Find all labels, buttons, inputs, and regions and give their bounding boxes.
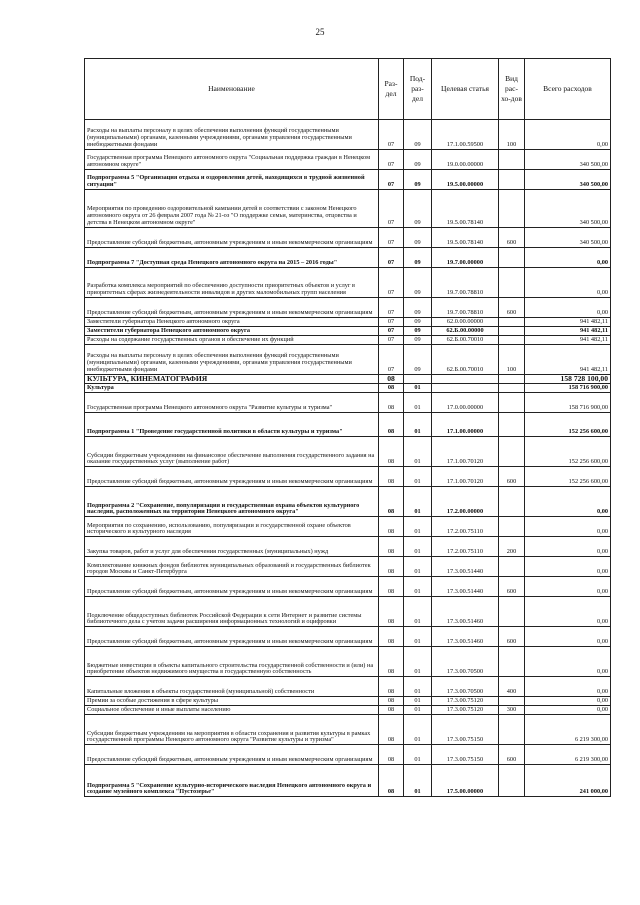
cell-section: 07	[379, 248, 404, 268]
cell-subsection: 01	[404, 384, 432, 393]
cell-subsection: 09	[404, 336, 432, 345]
cell-total: 340 500,00	[525, 228, 611, 248]
cell-section: 08	[379, 537, 404, 557]
cell-total: 152 256 600,00	[525, 437, 611, 467]
cell-total: 941 482,11	[525, 336, 611, 345]
cell-target: 17.1.00.70120	[432, 437, 499, 467]
cell-section: 08	[379, 487, 404, 517]
table-row	[85, 120, 611, 150]
cell-subsection: 01	[404, 413, 432, 437]
cell-name: Капитальные вложения в объекты государственной (муниципальной) собственности	[85, 677, 379, 697]
cell-subsection: 01	[404, 647, 432, 677]
cell-section: 07	[379, 228, 404, 248]
cell-name: Государственная программа Ненецкого автономного округа "Социальная поддержка граждан в Ненецком автономном округе"	[85, 150, 379, 170]
cell-name: Предоставление субсидий бюджетным, автономным учреждениям и иным некоммерческим организациям	[85, 577, 379, 597]
table-row	[85, 327, 611, 336]
cell-section: 08	[379, 467, 404, 487]
cell-target: 17.1.00.59500	[432, 120, 499, 150]
cell-target: 17.3.00.70500	[432, 677, 499, 697]
cell-target: 17.3.00.51440	[432, 577, 499, 597]
cell-section: 08	[379, 557, 404, 577]
cell-target: 62.Б.00.70010	[432, 345, 499, 375]
cell-name: Субсидии бюджетным учреждениям на мероприятия в области сохранения и развития культуры в рамках государственной программы Ненецкого автономного округа "Развитие культуры и туризма"	[85, 715, 379, 745]
cell-total: 0,00	[525, 557, 611, 577]
cell-name: Предоставление субсидий бюджетным, автономным учреждениям и иным некоммерческим организациям	[85, 745, 379, 765]
cell-target: 17.3.00.75150	[432, 745, 499, 765]
cell-total: 0,00	[525, 537, 611, 557]
cell-name: КУЛЬТУРА, КИНЕМАТОГРАФИЯ	[85, 375, 379, 384]
cell-name: Разработка комплекса мероприятий по обеспечению доступности приоритетных объектов и услуг в приоритетных сферах жизнедеятельности инвалидов и других маломобильных групп населения	[85, 268, 379, 298]
cell-expense-type	[499, 517, 525, 537]
cell-name: Премии за особые достижения в сфере культуры	[85, 697, 379, 706]
cell-name: Предоставление субсидий бюджетным, автономным учреждениям и иным некоммерческим организациям	[85, 627, 379, 647]
cell-section: 08	[379, 706, 404, 715]
cell-expense-type	[499, 384, 525, 393]
table-row	[85, 413, 611, 437]
table-row	[85, 677, 611, 697]
table-row	[85, 248, 611, 268]
cell-target: 19.7.00.78810	[432, 298, 499, 318]
column-header-expense-type: Вид рас-хо-дов	[499, 59, 525, 120]
table-row	[85, 467, 611, 487]
cell-target: 17.3.00.70500	[432, 647, 499, 677]
cell-name: Подпрограмма 5 "Сохранение культурно-исторического наследия Ненецкого автономного округа и создание музейного комплекса "Пустозерье"	[85, 765, 379, 797]
cell-target: 19.5.00.00000	[432, 170, 499, 190]
cell-target: 19.5.00.78140	[432, 190, 499, 228]
cell-expense-type	[499, 765, 525, 797]
table-row	[85, 170, 611, 190]
cell-section: 07	[379, 120, 404, 150]
cell-expense-type	[499, 190, 525, 228]
cell-total: 0,00	[525, 298, 611, 318]
cell-expense-type: 600	[499, 577, 525, 597]
cell-total: 0,00	[525, 268, 611, 298]
cell-name: Заместители губернатора Ненецкого автономного округа	[85, 327, 379, 336]
cell-target: 17.1.00.00000	[432, 413, 499, 437]
cell-expense-type: 600	[499, 467, 525, 487]
cell-name: Закупка товаров, работ и услуг для обеспечения государственных (муниципальных) нужд	[85, 537, 379, 557]
cell-target: 17.3.00.51440	[432, 557, 499, 577]
cell-section: 08	[379, 517, 404, 537]
cell-name: Предоставление субсидий бюджетным, автономным учреждениям и иным некоммерческим организациям	[85, 467, 379, 487]
cell-subsection: 01	[404, 597, 432, 627]
cell-target: 17.5.00.00000	[432, 765, 499, 797]
cell-subsection: 09	[404, 170, 432, 190]
cell-expense-type: 100	[499, 120, 525, 150]
cell-name: Государственная программа Ненецкого автономного округа "Развитие культуры и туризма"	[85, 393, 379, 413]
cell-subsection: 01	[404, 697, 432, 706]
cell-section: 07	[379, 327, 404, 336]
cell-expense-type	[499, 413, 525, 437]
table-row	[85, 557, 611, 577]
cell-expense-type	[499, 715, 525, 745]
cell-section: 08	[379, 375, 404, 384]
cell-total: 0,00	[525, 577, 611, 597]
table-row	[85, 517, 611, 537]
cell-expense-type	[499, 170, 525, 190]
cell-target: 62.Б.00.70010	[432, 336, 499, 345]
cell-subsection: 09	[404, 298, 432, 318]
cell-name: Бюджетные инвестиции в объекты капитального строительства государственной собственности и (или) на приобретение объектов недвижимого имущества в государственную собственность	[85, 647, 379, 677]
cell-target: 17.2.00.00000	[432, 487, 499, 517]
cell-target: 17.3.00.51460	[432, 597, 499, 627]
cell-section: 07	[379, 318, 404, 327]
cell-expense-type	[499, 150, 525, 170]
cell-name: Заместители губернатора Ненецкого автономного округа	[85, 318, 379, 327]
table-row	[85, 298, 611, 318]
cell-subsection: 09	[404, 345, 432, 375]
cell-subsection: 01	[404, 537, 432, 557]
cell-section: 08	[379, 627, 404, 647]
table-row	[85, 228, 611, 248]
cell-total: 941 482,11	[525, 345, 611, 375]
cell-target: 62.Б.00.00000	[432, 327, 499, 336]
cell-subsection: 09	[404, 268, 432, 298]
cell-section: 08	[379, 384, 404, 393]
cell-expense-type: 200	[499, 537, 525, 557]
cell-name: Субсидии бюджетным учреждениям на финансовое обеспечение выполнения государственного задания на оказание государственных услуг (выполнение работ)	[85, 437, 379, 467]
cell-section: 08	[379, 597, 404, 627]
cell-total: 0,00	[525, 647, 611, 677]
cell-section: 07	[379, 190, 404, 228]
cell-expense-type: 400	[499, 677, 525, 697]
table-row	[85, 577, 611, 597]
cell-section: 08	[379, 745, 404, 765]
cell-expense-type	[499, 268, 525, 298]
table-row	[85, 437, 611, 467]
cell-expense-type	[499, 597, 525, 627]
cell-total: 158 716 900,00	[525, 393, 611, 413]
cell-total: 340 500,00	[525, 150, 611, 170]
cell-subsection: 01	[404, 706, 432, 715]
cell-total: 0,00	[525, 627, 611, 647]
cell-section: 08	[379, 765, 404, 797]
cell-expense-type: 300	[499, 706, 525, 715]
cell-subsection: 01	[404, 487, 432, 517]
table-row	[85, 765, 611, 797]
table-row	[85, 706, 611, 715]
cell-total: 941 482,11	[525, 327, 611, 336]
cell-total: 0,00	[525, 597, 611, 627]
cell-section: 07	[379, 345, 404, 375]
cell-total: 6 219 300,00	[525, 715, 611, 745]
table-header-row	[85, 59, 611, 120]
cell-expense-type	[499, 557, 525, 577]
cell-expense-type	[499, 248, 525, 268]
cell-name: Подключение общедоступных библиотек Российской Федерации к сети Интернет и развитие системы библиотечного дела с учетом задачи расширения информационных технологий и оцифровки	[85, 597, 379, 627]
cell-expense-type: 600	[499, 627, 525, 647]
cell-section: 08	[379, 677, 404, 697]
cell-section: 07	[379, 336, 404, 345]
cell-target: 17.2.00.75110	[432, 517, 499, 537]
column-header-total: Всего расходов	[525, 59, 611, 120]
cell-expense-type	[499, 393, 525, 413]
cell-name: Культура	[85, 384, 379, 393]
cell-target: 17.0.00.00000	[432, 393, 499, 413]
cell-target	[432, 384, 499, 393]
cell-name: Социальное обеспечение и иные выплаты населению	[85, 706, 379, 715]
cell-expense-type	[499, 437, 525, 467]
page-number: 25	[315, 27, 325, 37]
cell-total: 0,00	[525, 697, 611, 706]
cell-subsection: 09	[404, 248, 432, 268]
cell-name: Предоставление субсидий бюджетным, автономным учреждениям и иным некоммерческим организациям	[85, 228, 379, 248]
cell-total: 941 482,11	[525, 318, 611, 327]
cell-subsection: 01	[404, 517, 432, 537]
cell-expense-type: 600	[499, 228, 525, 248]
cell-expense-type	[499, 375, 525, 384]
column-header-section: Раз-дел	[379, 59, 404, 120]
cell-subsection: 01	[404, 745, 432, 765]
cell-expense-type: 600	[499, 298, 525, 318]
cell-subsection: 01	[404, 677, 432, 697]
cell-expense-type: 600	[499, 745, 525, 765]
cell-expense-type	[499, 487, 525, 517]
column-header-subsection: Под-раз-дел	[404, 59, 432, 120]
cell-name: Подпрограмма 7 "Доступная среда Ненецкого автономного округа на 2015 – 2016 годы"	[85, 248, 379, 268]
cell-target: 19.7.00.00000	[432, 248, 499, 268]
cell-target: 17.3.00.75120	[432, 697, 499, 706]
table-row	[85, 597, 611, 627]
cell-subsection: 09	[404, 150, 432, 170]
cell-name: Предоставление субсидий бюджетным, автономным учреждениям и иным некоммерческим организациям	[85, 298, 379, 318]
table-row	[85, 345, 611, 375]
table-row	[85, 336, 611, 345]
cell-expense-type	[499, 697, 525, 706]
cell-subsection: 09	[404, 120, 432, 150]
cell-subsection: 01	[404, 765, 432, 797]
table-body	[85, 120, 611, 797]
cell-section: 07	[379, 170, 404, 190]
cell-name: Мероприятия по сохранению, использованию, популяризации и государственной охране объектов исторического и культурного наследия	[85, 517, 379, 537]
cell-target: 17.3.00.75120	[432, 706, 499, 715]
table-row	[85, 190, 611, 228]
expense-table	[84, 58, 611, 797]
table-row	[85, 537, 611, 557]
cell-subsection: 01	[404, 715, 432, 745]
cell-section: 08	[379, 393, 404, 413]
cell-subsection: 01	[404, 393, 432, 413]
cell-subsection	[404, 375, 432, 384]
cell-section: 08	[379, 437, 404, 467]
cell-expense-type	[499, 327, 525, 336]
cell-target: 19.7.00.78810	[432, 268, 499, 298]
cell-name: Расходы на выплаты персоналу в целях обеспечения выполнения функций государственными (муниципальными) органами, казенными учреждениями, органами управления государственными внебюджетными фондами	[85, 120, 379, 150]
cell-section: 08	[379, 577, 404, 597]
cell-target: 17.2.00.75110	[432, 537, 499, 557]
cell-total: 0,00	[525, 120, 611, 150]
cell-target	[432, 375, 499, 384]
cell-subsection: 01	[404, 627, 432, 647]
cell-section: 08	[379, 697, 404, 706]
cell-total: 152 256 600,00	[525, 467, 611, 487]
table-row	[85, 384, 611, 393]
cell-target: 17.3.00.75150	[432, 715, 499, 745]
table-row	[85, 647, 611, 677]
cell-subsection: 09	[404, 190, 432, 228]
cell-name: Подпрограмма 5 "Организация отдыха и оздоровления детей, находящихся в трудной жизненной ситуации"	[85, 170, 379, 190]
cell-target: 62.0.00.00000	[432, 318, 499, 327]
cell-total: 0,00	[525, 706, 611, 715]
cell-target: 17.3.00.51460	[432, 627, 499, 647]
cell-name: Подпрограмма 1 "Проведение государственной политики в области культуры и туризма"	[85, 413, 379, 437]
cell-subsection: 09	[404, 327, 432, 336]
cell-subsection: 01	[404, 557, 432, 577]
cell-total: 152 256 600,00	[525, 413, 611, 437]
table-row	[85, 150, 611, 170]
cell-total: 0,00	[525, 517, 611, 537]
cell-total: 6 219 300,00	[525, 745, 611, 765]
cell-name: Расходы на содержание государственных органов и обеспечение их функций	[85, 336, 379, 345]
cell-subsection: 09	[404, 318, 432, 327]
cell-section: 08	[379, 413, 404, 437]
cell-expense-type: 100	[499, 345, 525, 375]
cell-subsection: 01	[404, 467, 432, 487]
cell-total: 0,00	[525, 677, 611, 697]
cell-total: 241 000,00	[525, 765, 611, 797]
column-header-target: Целевая статья	[432, 59, 499, 120]
cell-section: 07	[379, 298, 404, 318]
cell-expense-type	[499, 647, 525, 677]
table-row	[85, 715, 611, 745]
table-row	[85, 268, 611, 298]
cell-subsection: 09	[404, 228, 432, 248]
cell-target: 19.0.00.00000	[432, 150, 499, 170]
cell-name: Комплектование книжных фондов библиотек муниципальных образований и государственных библиотек городов Москвы и Санкт-Петербурга	[85, 557, 379, 577]
cell-total: 158 728 100,00	[525, 375, 611, 384]
cell-total: 0,00	[525, 487, 611, 517]
cell-section: 07	[379, 150, 404, 170]
table-row	[85, 627, 611, 647]
cell-target: 19.5.00.78140	[432, 228, 499, 248]
cell-total: 340 500,00	[525, 170, 611, 190]
cell-section: 08	[379, 647, 404, 677]
table-row	[85, 487, 611, 517]
table-row	[85, 375, 611, 384]
cell-name: Мероприятия по проведению оздоровительной кампании детей в соответствии с законом Ненецкого автономного округа от 26 февраля 2007 года № 21-оз "О поддержке семьи, материнства, отцовства и детства в Ненецком автономном округе"	[85, 190, 379, 228]
cell-section: 08	[379, 715, 404, 745]
cell-total: 0,00	[525, 248, 611, 268]
cell-total: 158 716 900,00	[525, 384, 611, 393]
cell-name: Расходы на выплаты персоналу в целях обеспечения выполнения функций государственными (муниципальными) органами, казенными учреждениями, органами управления государственными внебюджетными фондами	[85, 345, 379, 375]
cell-expense-type	[499, 318, 525, 327]
cell-subsection: 01	[404, 437, 432, 467]
cell-subsection: 01	[404, 577, 432, 597]
cell-name: Подпрограмма 2 "Сохранение, популяризация и государственная охрана объектов культурного наследия, расположенных на территории Ненецкого автономного округа"	[85, 487, 379, 517]
cell-expense-type	[499, 336, 525, 345]
cell-target: 17.1.00.70120	[432, 467, 499, 487]
cell-section: 07	[379, 268, 404, 298]
table-row	[85, 393, 611, 413]
table-row	[85, 697, 611, 706]
table-row	[85, 318, 611, 327]
column-header-name: Наименование	[85, 59, 379, 120]
cell-total: 340 500,00	[525, 190, 611, 228]
table-row	[85, 745, 611, 765]
